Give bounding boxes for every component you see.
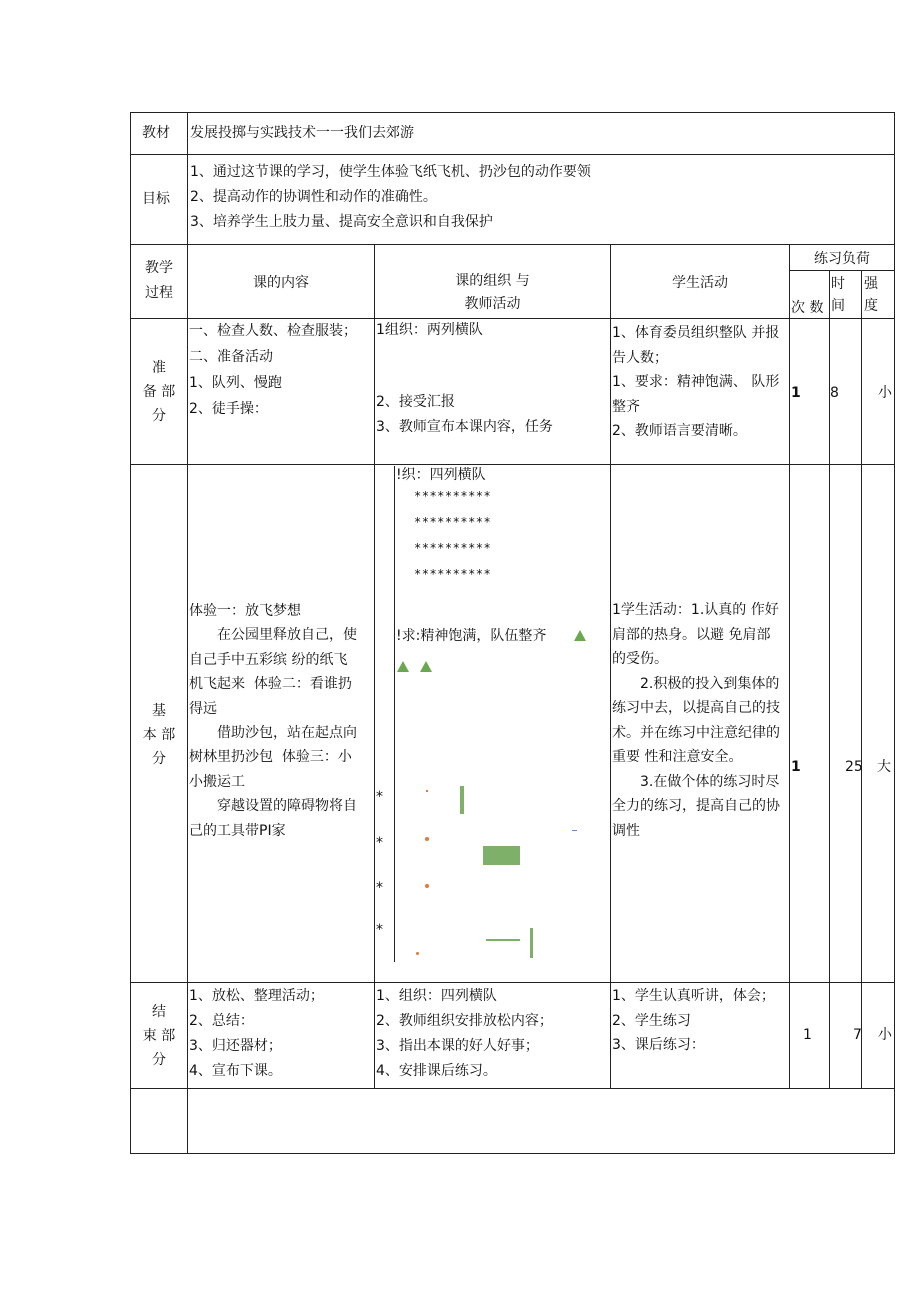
side-star: *	[376, 789, 383, 805]
end-label: 结 束 部 分	[142, 1004, 176, 1068]
obstacle-pole	[530, 928, 533, 958]
goal-line-3: 3、培养学生上肢力量、提高安全意识和自我保护	[190, 214, 493, 230]
main-organization-requirement: !求:精神饱满，队伍整齐	[396, 628, 547, 644]
main-student: 1学生活动：1.认真的 作好肩部的热身。以避 免肩部的受伤。 2.积极的投入到集体的练习中去，以提高自己的技术。并在练习中注意纪律的重要 性和注意安全。 3.在做个体的练习时尽全力的练习，提高自己的协调性	[612, 602, 780, 839]
prep-count: 1	[791, 385, 801, 401]
formation-row: **********	[414, 515, 492, 529]
col-count: 次 数	[791, 300, 824, 316]
obstacle-mat	[483, 846, 520, 865]
col-load: 练习负荷	[814, 250, 870, 267]
prep-organization-top: 1组织：两列横队	[376, 322, 483, 338]
prep-student: 1、体育委员组织整队 并报告人数； 1、要求：精神饱满、 队形整齐 2、教师语言要清晰。	[612, 325, 780, 439]
tick-mark	[572, 830, 577, 831]
prep-label: 准 备 部 分	[142, 359, 176, 424]
end-content: 1、放松、整理活动； 2、总结： 3、归还器材； 4、宣布下课。	[189, 988, 324, 1079]
triangle-marker	[397, 661, 409, 672]
end-count: 1	[803, 1027, 812, 1043]
triangle-marker	[420, 661, 432, 672]
prep-time: 8	[830, 385, 839, 401]
main-count: 1	[791, 759, 801, 775]
side-star: *	[376, 880, 383, 896]
prep-organization-bottom: 2、接受汇报 3、教师宣布本课内容，任务	[376, 394, 553, 435]
end-intensity: 小	[878, 1027, 892, 1043]
cone-marker	[425, 884, 429, 888]
prep-intensity: 小	[878, 385, 892, 401]
formation-row: **********	[414, 541, 492, 555]
side-star: *	[376, 922, 383, 938]
prep-content: 一、检查人数、检查服装； 二、准备活动 1、队列、慢跑 2、徒手操：	[189, 323, 357, 417]
col-process: 教学 过程	[145, 260, 173, 301]
main-organization-title: !织：四列横队	[396, 467, 486, 483]
jiaocai-label: 教材	[142, 125, 170, 141]
main-label: 基 本 部 分	[142, 703, 176, 767]
jiaocai-value: 发展投掷与实践技术一一我们去郊游	[190, 125, 414, 141]
main-content: 体验一：放飞梦想 在公园里释放自己，使自己手中五彩缤 纷的纸飞机飞起来 体验二：看谁扔得远 借助沙包，站在起点向树林里扔沙包 体验三：小小搬运工 穿越设置的障碍物将自己的工具带PI家	[189, 603, 357, 839]
formation-row: **********	[414, 567, 492, 581]
col-intensity: 强 度	[864, 276, 878, 314]
main-intensity: 大	[877, 759, 891, 775]
triangle-marker	[574, 630, 586, 641]
goal-line-2: 2、提高动作的协调性和动作的准确性。	[190, 189, 437, 205]
cone-marker	[425, 837, 429, 841]
end-organization: 1、组织：四列横队 2、教师组织安排放松内容； 3、指出本课的好人好事； 4、安排课后练习。	[376, 988, 553, 1079]
obstacle-bar	[486, 939, 520, 941]
end-time: 7	[853, 1027, 862, 1043]
col-student: 学生活动	[672, 274, 728, 291]
end-student: 1、学生认真听讲，体会； 2、学生练习 3、课后练习：	[612, 988, 775, 1053]
formation-divider	[394, 466, 395, 962]
cone-marker	[416, 952, 419, 955]
col-content: 课的内容	[253, 274, 309, 291]
col-time: 时 间	[831, 276, 845, 314]
mubiao-label: 目标	[142, 191, 170, 207]
col-organization: 课的组织 与 教师活动	[455, 273, 530, 312]
formation-row: **********	[414, 489, 492, 503]
cone-marker	[426, 790, 428, 792]
main-time: 25	[845, 759, 863, 775]
side-star: *	[376, 835, 383, 851]
obstacle-pole	[460, 786, 464, 814]
goal-line-1: 1、通过这节课的学习，使学生体验飞纸飞机、扔沙包的动作要领	[190, 164, 591, 180]
